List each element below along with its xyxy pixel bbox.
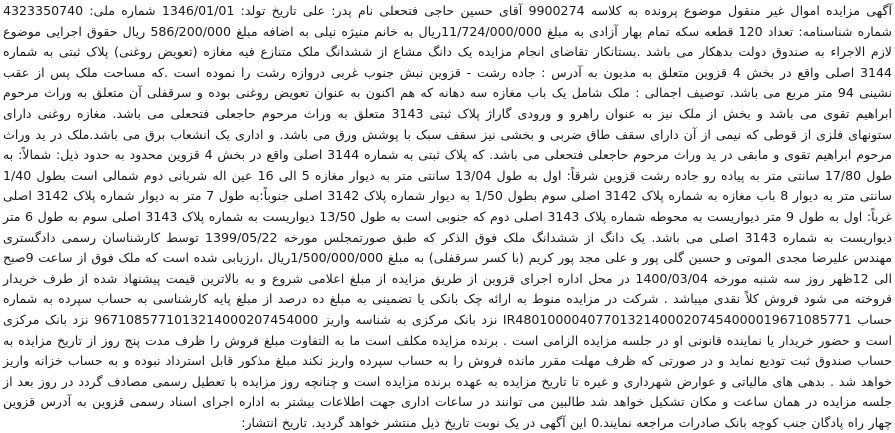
auction-notice-text: آگهی مزایده اموال غیر منقول موضوع پرونده به کلاسه 9900274 آقای حسین حاجی فتحعلی نام پدر: علی تاریخ تولد: 1346/01/01 شماره ملی: 4323350740 شماره شناسنامه: تعداد 120 قطعه سکه تمام بهار آزادی به مبلغ 11/724/000/000ریال به خانم منیژه نیلی به اضافه مبلغ 586/200/000 ریال حقوق اجرایی موضوع لازم الاجراء به صندوق دولت بدهکار می باشد .بستانکار تقاضای انجام مزایده یک دانگ مشاع از ششدانگ ملک متنازع فیه مغازه (تعویض روغنی) پلاک ثبتی به شماره 3144 اصلی واقع در بخش 4 قزوین متعلق به مدیون به آدرس : جاده رشت - قزوین نبش جنوب غربی دروازه رشت را نموده است .که مساحت ملک پس از عقب نشینی 94 متر مربع می باشد. توصیف اجمالی : ملک شامل یک باب مغازه سه دهانه که هم اکنون به عنوان تعویض روغنی بوده و سرقفلی آن متعلق به وراث مرحوم ابراهیم تقوی می باشد و بخش از ملک نیز به عنوان راهرو و ورودی گاراژ پلاک ثبتی 3143 متعلق به وراث مرحوم حاجعلی فتحعلی می باشد. مغازه روغنی دارای ستونهای فلزی از قوطی که نیمی از آن دارای سقف طاق ضربی و بخشی نیز سقف سبک با پوشش ورق می باشد. و اداری یک انشعاب برق می باشد.ملک در ید وراث مرحوم ابراهیم تقوی و مابقی در ید وراث مرحوم حاجعلی فتحعلی می باشد. که پلاک ثبتی به شماره 3144 اصلی واقع در بخش 4 قزوین محدود به حدود ذیل: شمالاً: به طول 17/80 سانتی متر به پیاده رو جاده رشت قزوین شرقاً: اول به طول 13/04 سانتی متر به دیوار مغازه 5 الی 16 عین اله شریانی دوم شمالی است بطول 1/40 سانتی متر به دیوار 8 باب مغازه به شماره پلاک 3142 اصلی سوم بطول 1/50 به دیوار شماره پلاک 3142 اصلی جنوباً:به طول 7 متر به دیوار شماره پلاک 3142 اصلی غرباً: اول به طول 9 متر دیواریست به محوطه شماره پلاک 3143 اصلی دوم که جنوبی است به طول 13/50 دیواریست به شماره پلاک 3143 اصلی سوم به طول 6 متر دیواریست به شماره 3143 اصلی می باشد. یک دانگ از ششدانگ ملک فوق الذکر که طبق صورتمجلس مورخه 1399/05/22 توسط کارشناسان رسمی دادگستری مهندس علیرضا مجدی الموتی و حسین گلی پور و علی مجد پور کریم (با کسر سرقفلی) به مبلغ 1/500/000/000ریال ،ارزیابی شده است که ملک فوق از ساعت 9صبح الی 12ظهر روز سه شنبه مورخه 1400/03/04 در محل اداره اجرای قزوین از طریق مزایده از مبلغ اعلامی شروع و به بالاترین قیمت پیشنهاد شده از طرف خریدار فروخته می شود فروش کلاً نقدی میباشد . شرکت در مزایده منوط به ارائه چک بانکی یا تضمینی به مبلغ ده درصد از مبلغ پایه کارشناسی به حساب سپرده به شماره حساب IR480100004077013214000207454000019671085771 نزد بانک مرکزی به شناسه واریز 9671085771013214000207454000 نزد بانک مرکزی است و حضور خریدار یا نماینده قانونی او در جلسه مزایده الزامی است . برنده مزایده مکلف است ما به التفاوت مبلغ فروش را ظرف مدت پنج روز از تاریخ مزایده به حساب صندوق ثبت تودیع نماید و در صورتی که ظرف مهلت مقرر مانده فروش را به حساب سپرده واریز نکند مبلغ مذکور قابل استرداد نبوده و به حساب خزانه واریز خواهد شد . بدهی های مالیاتی و عوارض شهرداری و غیره تا تاریخ مزایده به عهده برنده مزایده است و چنانچه روز مزایده با تعطیل رسمی مصادف گردد در روز بعد از جلسه مزایده در همان ساعت و مکان تشکیل خواهد شد طالبین می توانند در ساعات اداری جهت اطلاعات بیشتر به اداره اجرای اسناد رسمی قزوین به آدرس قزوین چهار راه پادگان جنب کوچه بانک صادرات مراجعه نمایند.0 این آگهی در یک نوبت تاریخ ذیل منتشر خواهد گردید. تاریخ انتشار: [3,3,893,430]
